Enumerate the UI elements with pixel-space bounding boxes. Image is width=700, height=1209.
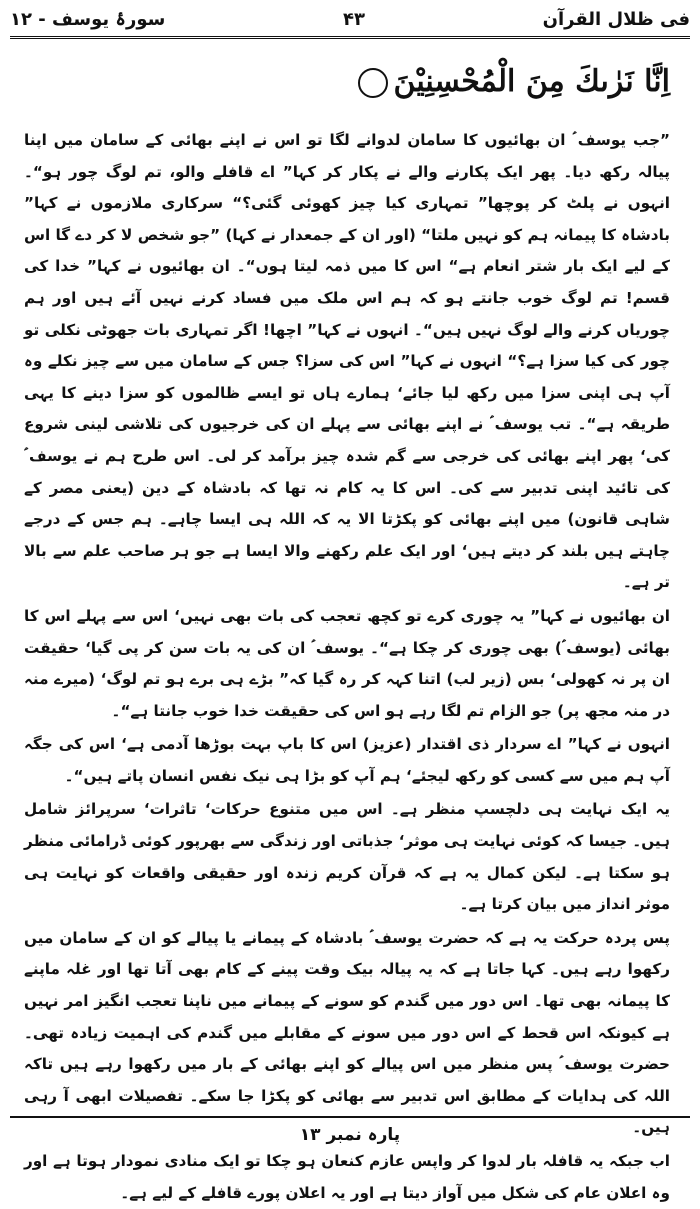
ayah-text: اِنَّا نَرٰىكَ مِنَ الْمُحْسِنِيْنَ [393,64,670,99]
paragraph: ”جب یوسف ؑ ان بھائیوں کا سامان لدوانے لگا تو اس نے اپنے بھائی کے سامان میں اپنا پیالہ رکھ دیا۔ پھر ایک پکارنے والے نے پکار کر کہا” اے قافلے والو، تم لوگ چور ہو“۔ انہوں نے پلٹ کر پوچھا” تمہاری کیا چیز کھوئی گئی؟“ سرکاری ملازموں نے کہا” بادشاہ کا پیمانہ ہم کو نہیں ملتا“ (اور ان کے جمعدار نے کہا) ”جو شخص لا کر دے گا اس کے لیے ایک بار شتر انعام ہے“ اس کا میں ذمہ لیتا ہوں“۔ ان بھائیوں نے کہا” خدا کی قسم! تم لوگ خوب جانتے ہو کہ ہم اس ملک میں فساد کرنے نہیں آئے ہیں اور ہم چوریاں کرنے والے لوگ نہیں ہیں“۔ انہوں نے کہا” اچھا! اگر تمہاری بات جھوٹی نکلی تو چور کی کیا سزا ہے؟“ انہوں نے کہا” اس کی سزا؟ جس کے سامان میں سے چیز نکلے وہ آپ ہی اپنی سزا میں رکھ لیا جائے‘ ہمارے ہاں تو ایسے ظالموں کو سزا دینے کا یہی طریقہ ہے“۔ تب یوسف ؑ نے اپنے بھائی سے پہلے ان کی خرجیوں کی تلاشی لینی شروع کی‘ پھر اپنے بھائی کی خرجی سے گم شدہ چیز برآمد کر لی۔ اس طرح ہم نے یوسف ؑ کی تائید اپنی تدبیر سے کی۔ اس کا یہ کام نہ تھا کہ بادشاہ کے دین (یعنی مصر کے شاہی قانون) میں اپنے بھائی کو پکڑتا الا یہ کہ اللہ ہی ایسا چاہے۔ ہم جس کے درجے چاہتے ہیں بلند کر دیتے ہیں‘ اور ایک علم رکھنے والا ایسا ہے جو ہر صاحب علم سے بالا تر ہے۔ [24,131,670,592]
ayah-end-marker-icon [358,68,388,98]
paragraph: یہ ایک نہایت ہی دلچسپ منظر ہے۔ اس میں متنوع حرکات‘ تاثرات‘ سرپرائز شامل ہیں۔ جیسا کہ کوئی نہایت ہی موثر‘ جذباتی اور زندگی سے بھرپور کوئی ڈرامائی منظر ہو سکتا ہے۔ لیکن کمال یہ ہے کہ قرآن کریم زندہ اور حقیقی واقعات کو نہایت ہی موثر انداز میں بیان کرتا ہے۔ [24,800,670,914]
header-divider [10,36,690,39]
book-title: فی ظلال القرآن [542,8,690,30]
paragraph: اب جبکہ یہ قافلہ بار لدوا کر واپس عازم کنعان ہو چکا تو ایک منادی نمودار ہوتا ہے اور وہ اعلان عام کی شکل میں آواز دیتا ہے اور یہ اعلان پورے قافلے کے لیے ہے۔ [24,1152,670,1202]
page-header [10,4,690,34]
ayah-heading [30,58,670,106]
paragraph: پس پردہ حرکت یہ ہے کہ حضرت یوسف ؑ بادشاہ کے پیمانے یا پیالے کو ان کے سامان میں رکھوا رہے ہیں۔ کہا جاتا ہے کہ یہ پیالہ بیک وقت پینے کے کام بھی آتا تھا اور غلہ ماپنے کا پیمانہ بھی تھا۔ اس دور میں گندم کو سونے کے پیمانے میں ناپنا تعجب انگیز امر نہیں ہے کیونکہ اس قحط کے اس دور میں سونے کے مقابلے میں گندم کی اہمیت زیادہ تھی۔ حضرت یوسف ؑ پس منظر میں اس پیالے کو اپنے بھائی کے بار میں رکھوا رہے ہیں تاکہ اللہ کی ہدایات کے مطابق اس تدبیر سے بھائی کو پکڑا جا سکے۔ تفصیلات ابھی آ رہی ہیں۔ [24,928,670,1137]
paragraph: ان بھائیوں نے کہا” یہ چوری کرے تو کچھ تعجب کی بات بھی نہیں‘ اس سے پہلے اس کا بھائی (یوسف ؑ) بھی چوری کر چکا ہے“۔ یوسف ؑ ان کی یہ بات سن کر پی گیا‘ حقیقت ان پر نہ کھولی‘ بس (زیر لب) اتنا کہہ کر رہ گیا کہ” بڑے ہی برے ہو تم لوگ‘ (میرے منہ در منہ مجھ پر) جو الزام تم لگا رہے ہو اس کی حقیقت خدا خوب جانتا ہے“۔ [24,606,670,720]
paragraph: انہوں نے کہا” اے سردار ذی اقتدار (عزیز) اس کا باپ بہت بوڑھا آدمی ہے‘ اس کی جگہ آپ ہم میں سے کسی کو رکھ لیجئے‘ ہم آپ کو بڑا ہی نیک نفس انسان پاتے ہیں“۔ [24,735,670,785]
footer-divider [10,1116,690,1118]
page-number: ۴۳ [342,8,365,30]
page-footer: پارہ نمبر ۱۳ [299,1125,401,1145]
surah-label: سورۂ یوسف - ۱۲ [10,8,166,30]
